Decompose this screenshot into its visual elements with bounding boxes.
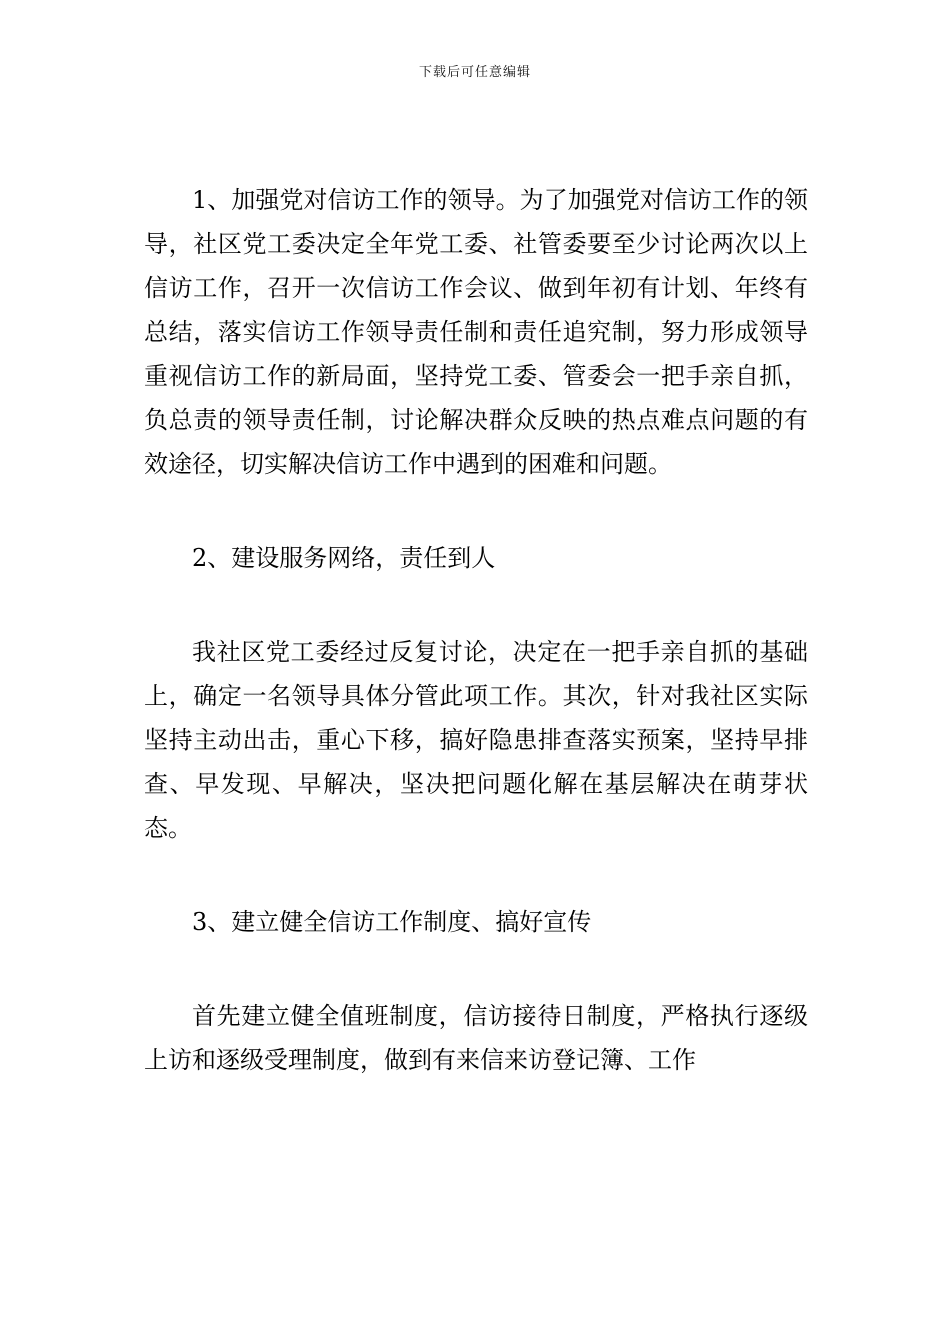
paragraph-2: 我社区党工委经过反复讨论，决定在一把手亲自抓的基础上，确定一名领导具体分管此项工作。其次，针对我社区实际坚持主动出击，重心下移，搞好隐患排查落实预案，坚持早排查、早发现、早解决，坚决把问题化解在基层解决在萌芽状态。 (144, 638, 808, 842)
paragraph-gap (144, 580, 808, 630)
paragraph-3: 首先建立健全值班制度，信访接待日制度，严格执行逐级上访和逐级受理制度，做到有来信来访登记簿、工作 (144, 1002, 808, 1074)
document-body (144, 178, 808, 1082)
paragraph-gap (144, 944, 808, 994)
section-heading-2: 2、建设服务网络，责任到人 (192, 544, 496, 572)
page-header: 下载后可任意编辑 (418, 65, 531, 80)
section-heading-3: 3、建立健全信访工作制度、搞好宣传 (192, 908, 592, 936)
paragraph-gap (144, 850, 808, 900)
paragraph-1: 1、加强党对信访工作的领导。为了加强党对信访工作的领导，社区党工委决定全年党工委、社管委要至少讨论两次以上信访工作，召开一次信访工作会议、做到年初有计划、年终有总结，落实信访工作领导责任制和责任追究制，努力形成领导重视信访工作的新局面，坚持党工委、管委会一把手亲自抓，负总责的领导责任制，讨论解决群众反映的热点难点问题的有效途径，切实解决信访工作中遇到的困难和问题。 (144, 186, 808, 478)
paragraph-gap (144, 486, 808, 536)
